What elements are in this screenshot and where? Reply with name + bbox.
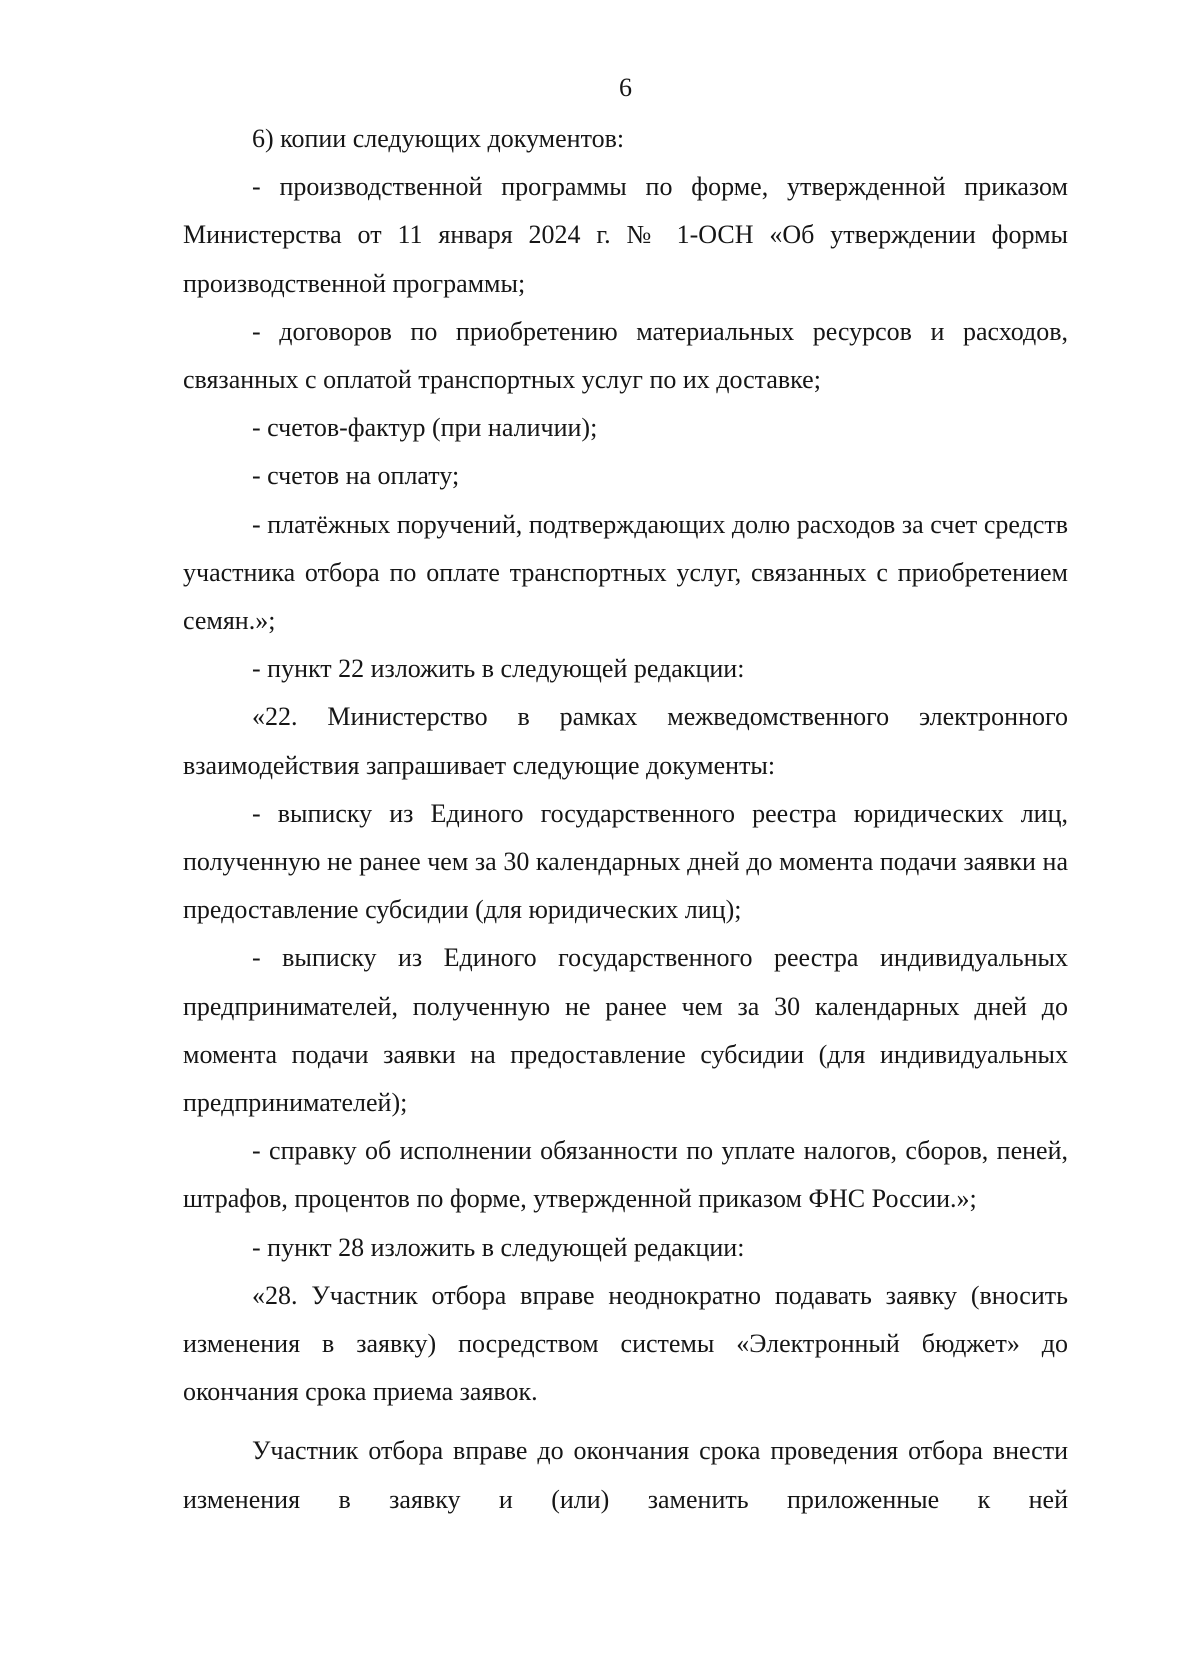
paragraph-tax-certificate: - справку об исполнении обязанности по уплате налогов, сборов, пеней, штрафов, процентов по форме, утвержденной приказом ФНС России.»; [183, 1136, 1068, 1214]
paragraph-documents-copies: 6) копии следующих документов: [252, 124, 625, 153]
paragraph-contracts: - договоров по приобретению материальных ресурсов и расходов, связанных с оплатой транспортных услуг по их доставке; [183, 316, 1068, 395]
paragraph-application-changes: Участник отбора вправе до окончания срока проведения отбора внести изменения в заявку и (или) заменить приложенные к ней [183, 1436, 1068, 1514]
paragraph-invoices: - счетов-фактур (при наличии); [252, 413, 598, 443]
paragraph-payment-orders: - платёжных поручений, подтверждающих долю расходов за счет средств участника отбора по оплате транспортных услуг, связанных с приобретением семян.»; [183, 509, 1068, 636]
paragraph-payment-bills: - счетов на оплату; [252, 461, 460, 491]
document-body [183, 115, 1068, 1524]
paragraph-point-22-intro: - пункт 22 изложить в следующей редакции: [252, 654, 745, 684]
paragraph-point-22: «22. Министерство в рамках межведомственного электронного взаимодействия запрашивает следующие документы: [183, 702, 1068, 780]
paragraph-egrip-extract: - выписку из Единого государственного реестра индивидуальных предпринимателей, полученную не ранее чем за 30 календарных дней до момента подачи заявки на предоставление субсидии (для индивидуальных предпринимателей); [183, 943, 1068, 1118]
paragraph-point-28: «28. Участник отбора вправе неоднократно подавать заявку (вносить изменения в заявку) посредством системы «Электронный бюджет» до окончания срока приема заявок. [183, 1280, 1068, 1407]
paragraph-production-program: - производственной программы по форме, утвержденной приказом Министерства от 11 января 2024 г. № 1-ОСН «Об утверждении формы производственной программы; [183, 172, 1068, 298]
paragraph-egrul-extract: - выписку из Единого государственного реестра юридических лиц, полученную не ранее чем за 30 календарных дней до момента подачи заявки на предоставление субсидии (для юридических лиц); [183, 798, 1068, 925]
page-number: 6 [619, 73, 632, 102]
paragraph-point-28-intro: - пункт 28 изложить в следующей редакции: [252, 1232, 745, 1262]
